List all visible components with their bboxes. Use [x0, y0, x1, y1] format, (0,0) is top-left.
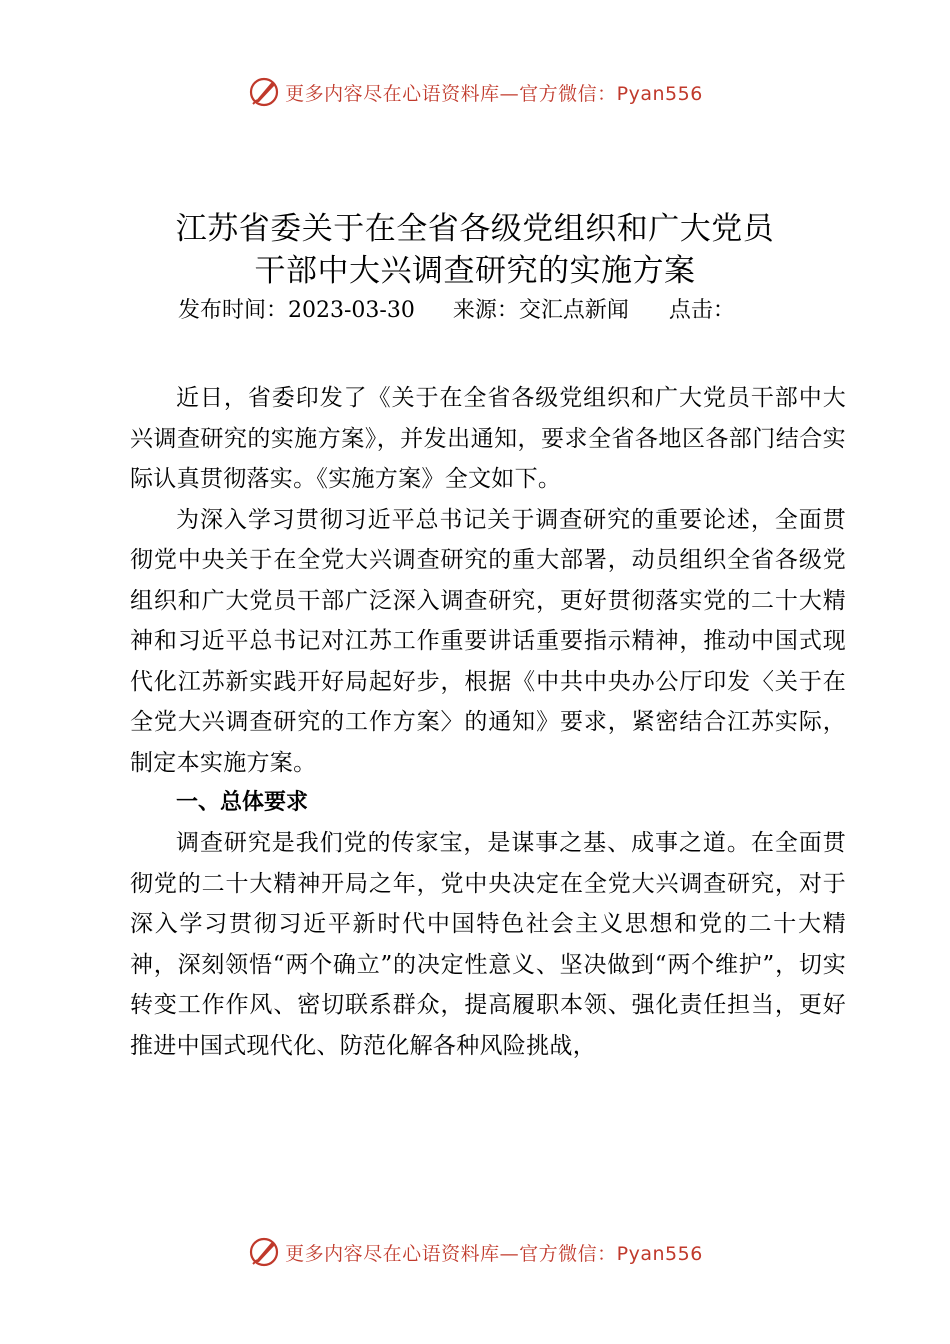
section-heading-1: 一、总体要求 [176, 790, 309, 815]
document-body [130, 378, 846, 1066]
paragraph-purpose: 为深入学习贯彻习近平总书记关于调查研究的重要论述，全面贯彻党中央关于在全党大兴调查研究的重大部署，动员组织全省各级党组织和广大党员干部广泛深入调查研究，更好贯彻落实党的二十大精神和习近平总书记对江苏工作重要讲话重要指示精神，推动中国式现代化江苏新实践开好局起好步，根据《中共中央办公厅印发〈关于在全党大兴调查研究的工作方案〉的通知》要求，紧密结合江苏实际，制定本实施方案。 [130, 506, 846, 776]
footer-watermark-banner [0, 1232, 950, 1272]
document-title [0, 208, 950, 292]
paragraph-section-1: 调查研究是我们党的传家宝，是谋事之基、成事之道。在全面贯彻党的二十大精神开局之年，党中央决定在全党大兴调查研究，对于深入学习贯彻习近平新时代中国特色社会主义思想和党的二十大精神，深刻领悟“两个确立”的决定性意义、坚决做到“两个维护”，切实转变工作作风、密切联系群众，提高履职本领、强化责任担当，更好推进中国式现代化、防范化解各种风险挑战， [130, 830, 846, 1059]
click-count: 点击： [668, 298, 735, 323]
title-line-2: 干部中大兴调查研究的实施方案 [254, 253, 696, 289]
quill-logo-icon [247, 1235, 281, 1269]
quill-logo-icon [247, 75, 281, 109]
banner-text: 更多内容尽在心语资料库—官方微信：Pyan556 [285, 1242, 703, 1265]
source: 来源：交汇点新闻 [452, 298, 629, 323]
title-line-1: 江苏省委关于在全省各级党组织和广大党员 [175, 211, 775, 247]
header-watermark-banner [0, 72, 950, 112]
publish-date: 发布时间：2023-03-30 [178, 298, 415, 323]
wechat-id: Pyan556 [616, 82, 703, 105]
paragraph-intro: 近日，省委印发了《关于在全省各级党组织和广大党员干部中大兴调查研究的实施方案》，并发出通知，要求全省各地区各部门结合实际认真贯彻落实。《实施方案》全文如下。 [130, 385, 846, 492]
wechat-id: Pyan556 [616, 1242, 703, 1265]
banner-text: 更多内容尽在心语资料库—官方微信：Pyan556 [285, 82, 703, 105]
document-meta [178, 296, 735, 326]
